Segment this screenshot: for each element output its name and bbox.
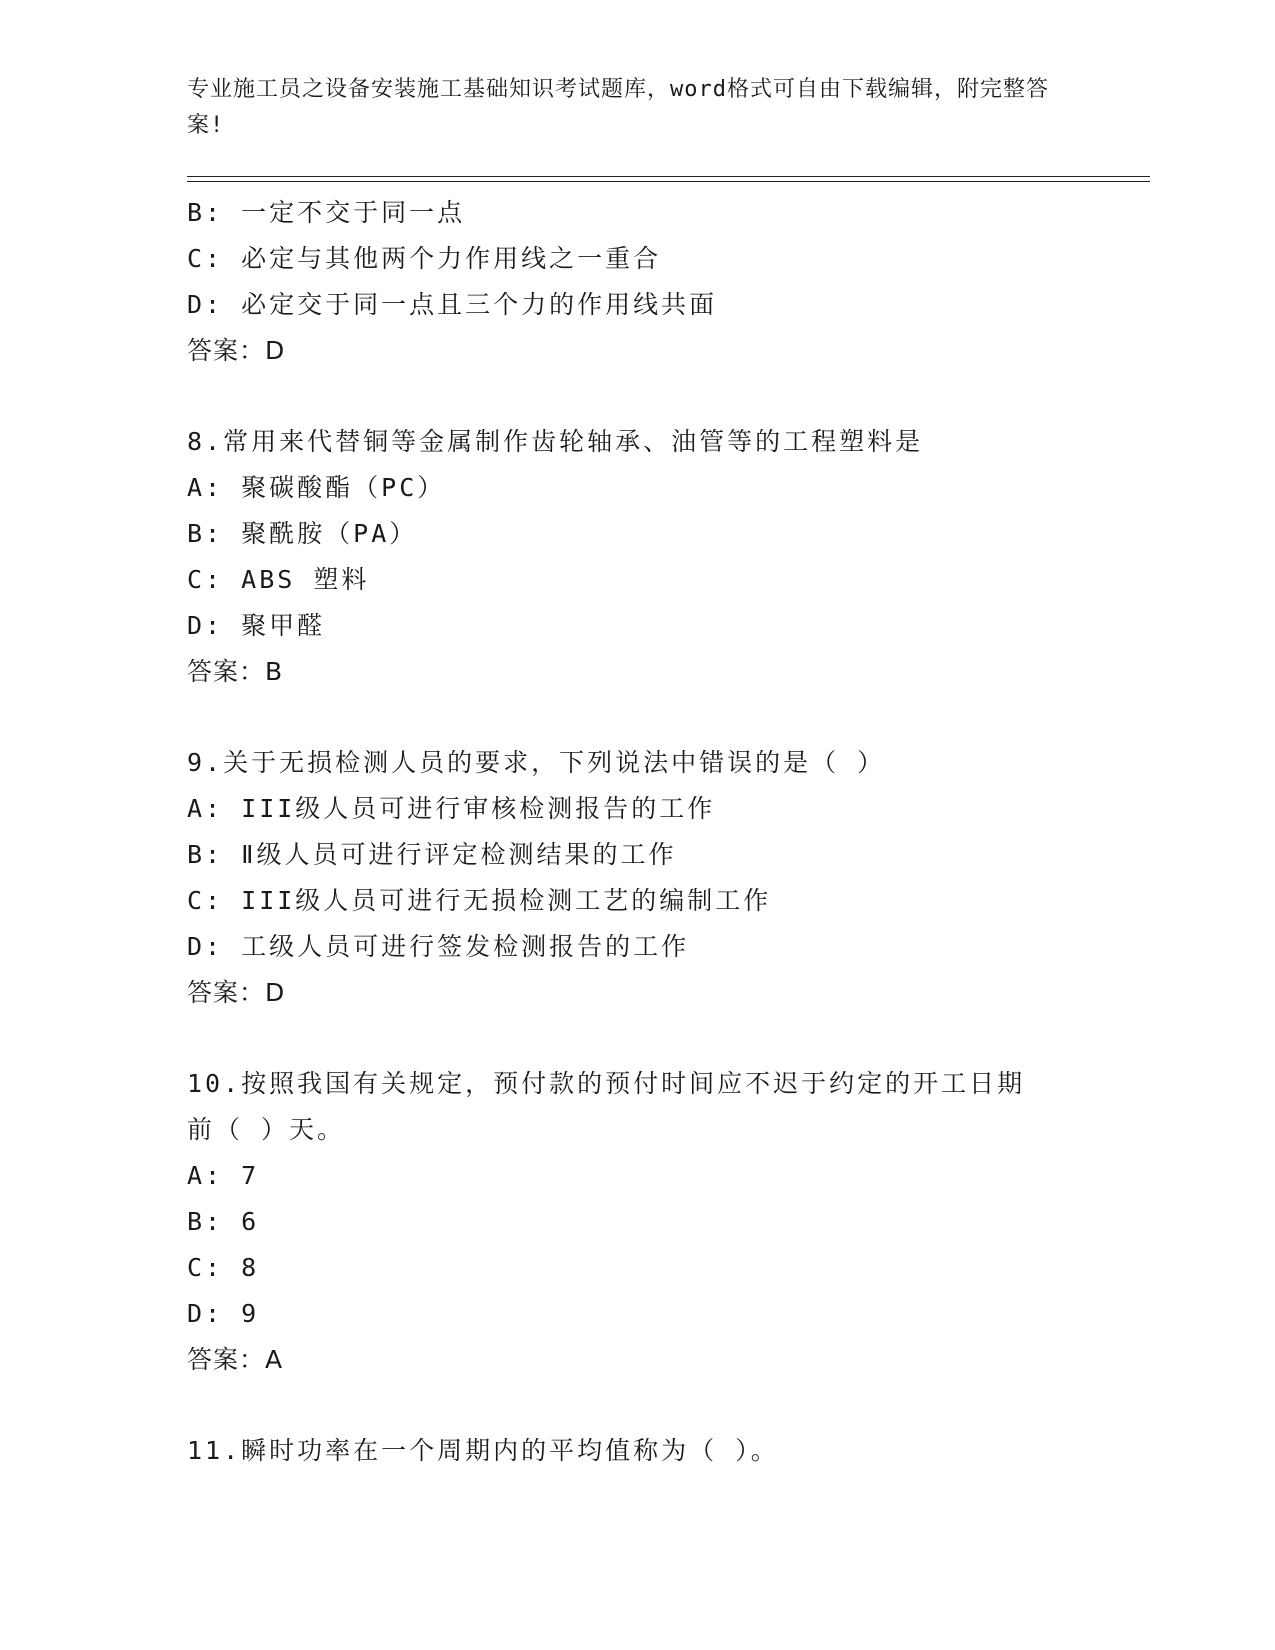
question-title: 11.瞬时功率在一个周期内的平均值称为（ ）。 [187,1436,779,1465]
answer-line: 答案：B [187,657,284,686]
continued-question [187,190,1087,374]
question-10 [187,1061,1087,1383]
question-9 [187,740,1087,1016]
question-title: 10.按照我国有关规定，预付款的预付时间应不迟于约定的开工日期前（ ）天。 [187,1069,1026,1144]
option-c: C: 8 [187,1253,260,1282]
document-header: 专业施工员之设备安装施工基础知识考试题库，word格式可自由下载编辑，附完整答案! [187,77,1049,138]
option-b: B: 一定不交于同一点 [187,198,466,227]
option-d: D: 必定交于同一点且三个力的作用线共面 [187,290,718,319]
option-a: A: 聚碳酸酯（PC） [187,473,446,502]
question-11 [187,1428,1087,1474]
question-title: 9.关于无损检测人员的要求，下列说法中错误的是（ ） [187,748,886,777]
option-c: C: ABS 塑料 [187,565,370,594]
question-list [187,190,1087,1474]
header-rule-bottom [187,181,1150,182]
option-b: B: 6 [187,1207,260,1236]
option-b: B: Ⅱ级人员可进行评定检测结果的工作 [187,840,677,869]
option-c: C: 必定与其他两个力作用线之一重合 [187,244,662,273]
question-gap [187,374,1087,419]
question-gap [187,1383,1087,1428]
option-a: A: 7 [187,1161,260,1190]
question-gap [187,1016,1087,1061]
option-d: D: 聚甲醛 [187,611,326,640]
option-d: D: 工级人员可进行签发检测报告的工作 [187,932,690,961]
question-8 [187,419,1087,695]
answer-line: 答案：D [187,978,286,1007]
answer-line: 答案：A [187,1345,284,1374]
option-c: C: III级人员可进行无损检测工艺的编制工作 [187,886,772,915]
question-title: 8.常用来代替铜等金属制作齿轮轴承、油管等的工程塑料是 [187,427,924,456]
answer-line: 答案：D [187,336,286,365]
option-b: B: 聚酰胺（PA） [187,519,418,548]
option-d: D: 9 [187,1299,260,1328]
header-rule-top [187,176,1150,177]
option-a: A: III级人员可进行审核检测报告的工作 [187,794,716,823]
question-gap [187,695,1087,740]
